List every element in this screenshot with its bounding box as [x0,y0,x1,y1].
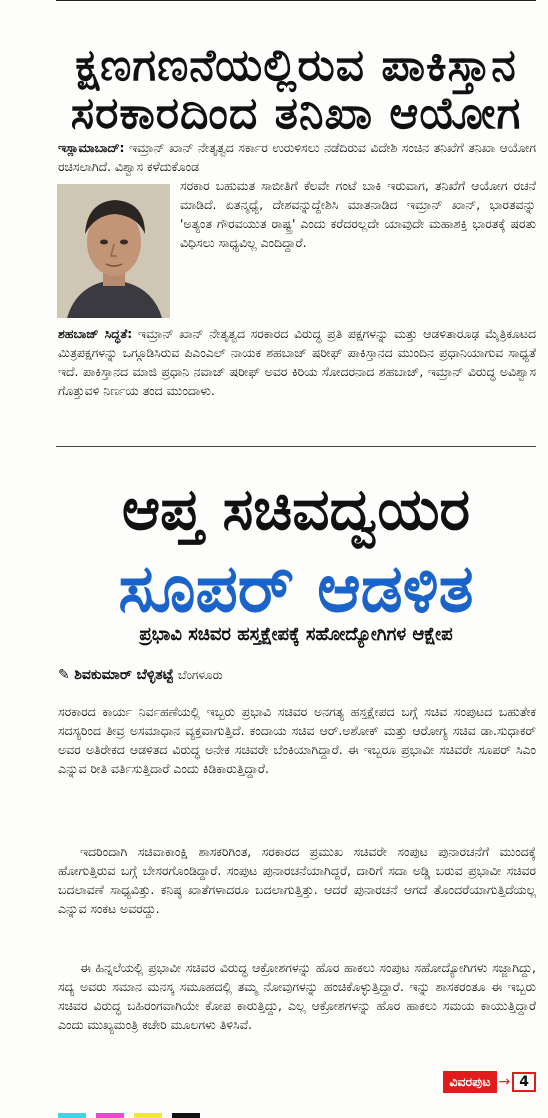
color-registration-marks [58,1113,200,1118]
pen-icon: ✎ [58,667,70,683]
story1-headline-line1: ಕ್ಷಣಗಣನೆಯಲ್ಲಿರುವ ಪಾಕಿಸ್ತಾನ [75,40,517,91]
story1-wrap-paragraph: ಸರಕಾರ ಬಹುಮತ ಸಾಬೀತಿಗೆ ಕೆಲವೇ ಗಂಟೆ ಬಾಕಿ ಇರುವಾಗ, ತನಿಖೆಗೆ ಆಯೋಗ ರಚನೆ ಮಾಡಿದೆ. ಏತನ್ಮಧ್ಯೆ, ದೇಶವನ್ನುದ್ದೇಶಿಸಿ ಮಾತನಾಡಿದ ಇಮ್ರಾನ್ ಖಾನ್, ಭಾರತವನ್ನು 'ಅತ್ಯಂತ ಗೌರವಯುತ ರಾಷ್ಟ್ರ' ಎಂದು ಕರೆದರಲ್ಲದೇ ಯಾವುದೇ ಮಹಾಶಕ್ತಿ ಭಾರತಕ್ಕೆ ಷರತು ವಿಧಿಸಲು ಸಾಧ್ಯವಿಲ್ಲ ಎಂದಿದ್ದಾರೆ. [180,178,536,250]
byline-name: ಶಿವಕುಮಾರ್ ಬೆಳ್ಳಿತಟ್ಟೆ [74,667,174,683]
story2-paragraph-1: ಸರಕಾರದ ಕಾರ್ಯ ನಿರ್ವಹಣೆಯಲ್ಲಿ ಇಬ್ಬರು ಪ್ರಭಾವಿ ಸಚಿವರ ಅನಗತ್ಯ ಹಸ್ತಕ್ಷೇಪದ ಬಗ್ಗೆ ಸಚಿವ ಸಂಪುಟದ ಬಹುತೇಕ ಸದಸ್ಯರಿಂದ ತೀವ್ರ ಅಸಮಾಧಾನ ವ್ಯಕ್ತವಾಗುತ್ತಿದೆ. ಕಂದಾಯ ಸಚಿವ ಆರ್.ಅಶೋಕ್ ಮತ್ತು ಆರೋಗ್ಯ ಸಚಿವ ಡಾ.ಸುಧಾಕರ್ ಅವರ ಅತಿರೇಕದ ಆಡಳಿತದ ವಿರುದ್ಧ ಅನೇಕ ಸಚಿವರೇ ಬೆಂಕಿಯಾಗಿದ್ದಾರೆ. ಈ ಇಬ್ಬರೂ ಪ್ರಭಾವೀ ಸಚಿವರೇ ಸೂಪರ್ ಸಿಎಂ ಎನ್ನುವ ರೀತಿ ವರ್ತಿಸುತ್ತಿದಾರೆ ಎಂದು ಕಿಡಿಕಾರುತ್ತಿದ್ದಾರೆ. [58,704,536,776]
continued-page-number: 4 [512,1072,536,1092]
black-swatch [172,1113,200,1118]
continued-page-link[interactable] [443,1071,536,1093]
arrow-right-icon: → [498,1074,511,1090]
cyan-swatch [58,1113,86,1118]
story1-second-text: ಇಮ್ರಾನ್ ಖಾನ್ ನೇತೃತ್ವದ ಸರಕಾರದ ವಿರುದ್ಧ ಪ್ರತಿ ಪಕ್ಷಗಳನ್ನು ಮತ್ತು ಆಡಳಿತಾರೂಢ ಮೈತ್ರಿಕೂಟದ ಮಿತ್ರಪಕ್ಷಗಳನ್ನು ಒಗ್ಗೂಡಿಸಿರುವ ಪಿಎಂಎಲ್ ನಾಯಕ ಶಹಬಾಜ್ ಷರೀಫ್ ಪಾಕಿಸ್ತಾನದ ಮುಂದಿನ ಪ್ರಧಾನಿಯಾಗುವ ಸಾಧ್ಯತೆ ಇದೆ. ಪಾಕಿಸ್ತಾನದ ಮಾಜಿ ಪ್ರಧಾನಿ ನವಾಜ್ ಷರೀಫ್ ಅವರ ಕಿರಿಯ ಸೋದರನಾದ ಶಹಬಾಜ್, ಇಮ್ರಾನ್ ವಿರುದ್ಧ ಅವಿಶ್ವಾಸ ಗೊತ್ತುವಳಿ ನಿರ್ಣಯ ತಂದ ಮುಂದಾಳು. [58,326,536,398]
story2-byline [58,664,223,686]
story2-headline-line2: ಸೂಪರ್ ಆಡಳಿತ [118,550,474,627]
story1-headline-line2: ಸರಕಾರದಿಂದ ತನಿಖಾ ಆಯೋಗ [70,88,522,139]
continued-label: ವಿವರಪುಟ [443,1071,496,1093]
story1-lead-paragraph [58,138,536,176]
story2-paragraph-2: ಇದರಿಂದಾಗಿ ಸಚಿವಾಕಾಂಕ್ಷಿ ಶಾಸಕರಿಗಿಂತ, ಸರಕಾರದ ಪ್ರಮುಖ ಸಚಿವರೇ ಸಂಪುಟ ಪುನಾರಚನೆಗೆ ಮುಂದಕ್ಕೆ ಹೋಗುತ್ತಿರುವ ಬಗ್ಗೆ ಬೇಸರಗೊಂಡಿದ್ದಾರೆ. ಸಂಪುಟ ಪುನಾರಚನೆಯಾಗಿದ್ದರೆ, ದಾರಿಗೆ ಸದಾ ಅಡ್ಡಿ ಬರುವ ಪ್ರಭಾವೀ ಸಚಿವರ ಬದಲಾವಣೆ ಸಾಧ್ಯವಿತ್ತು. ಕನಿಷ್ಠ ಖಾತೆಗಳಾದರೂ ಬದಲಾಗುತ್ತಿತ್ತು. ಆದರೆ ಪುನಾರಚನೆ ಆಗದೆ ತೊಂದರೆಯಾಗುತ್ತಿದೆಯಲ್ಲ ಎನ್ನುವ ಸಂಕಟ ಅವರದ್ದು. [58,844,536,916]
story1-lead-text: ಇಮ್ರಾನ್ ಖಾನ್ ನೇತೃತ್ವದ ಸರ್ಕಾರ ಉರುಳಿಸಲು ನಡೆದಿರುವ ವಿದೇಶಿ ಸಂಚಿನ ತನಿಖೆಗೆ ತನಿಖಾ ಆಯೋಗ ರಚಿಸಲಾಗಿದೆ. ವಿಶ್ವಾಸ ಕಳೆದುಕೊಂಡ [58,140,536,174]
byline-place: ಬೆಂಗಳೂರು [177,668,223,682]
magenta-swatch [96,1113,124,1118]
imran-khan-photo [57,184,170,318]
story2-paragraph-3: ಈ ಹಿನ್ನಲೆಯಲ್ಲಿ ಪ್ರಭಾವೀ ಸಚಿವರ ವಿರುದ್ಧ ಆಕ್ರೋಶಗಳನ್ನು ಹೊರ ಹಾಕಲು ಸಂಪುಟ ಸಹೋದ್ಯೋಗಿಗಳು ಸಜ್ಜಾಗಿದ್ದು, ಸದ್ಯ ಅವರು ಸಮಾನ ಮನಸ್ಕ ಸಮೂಹದಲ್ಲಿ ತಮ್ಮ ನೋವುಗಳನ್ನು ಹಂಚಿಕೊಳ್ಳುತ್ತಿದ್ದಾರೆ. ಇನ್ನು ಶಾಸಕರಂತೂ ಈ ಇಬ್ಬರು ಸಚಿವರ ವಿರುದ್ಧ ಬಹಿರಂಗವಾಗಿಯೇ ಕೋಪ ಕಾರುತ್ತಿದ್ದು, ಎಲ್ಲ ಆಕ್ರೋಶಗಳನ್ನು ಹೊರ ಹಾಕಲು ಸಮಯ ಕಾಯುತ್ತಿದ್ದಾರೆ ಎಂದು ಮುಖ್ಯಮಂತ್ರಿ ಕಚೇರಿ ಮೂಲಗಳು ತಿಳಿಸಿವೆ. [58,960,536,1032]
story2-deck: ಪ್ರಭಾವಿ ಸಚಿವರ ಹಸ್ತಕ್ಷೇಪಕ್ಕೆ ಸಹೋದ್ಯೋಗಿಗಳ ಆಕ್ಷೇಪ [139,624,453,645]
story1-second-paragraph [58,324,536,400]
story-divider [56,446,536,447]
top-rule [56,0,536,1]
story1-subhead: ಶಹಬಾಜ್ ಸಿದ್ಧತೆ: [58,326,133,341]
story1-dateline: ಇಸ್ಲಾಮಾಬಾದ್: [58,140,125,155]
story2-headline-line1: ಆಪ್ತ ಸಚಿವದ್ವಯರ [121,475,471,543]
yellow-swatch [134,1113,162,1118]
